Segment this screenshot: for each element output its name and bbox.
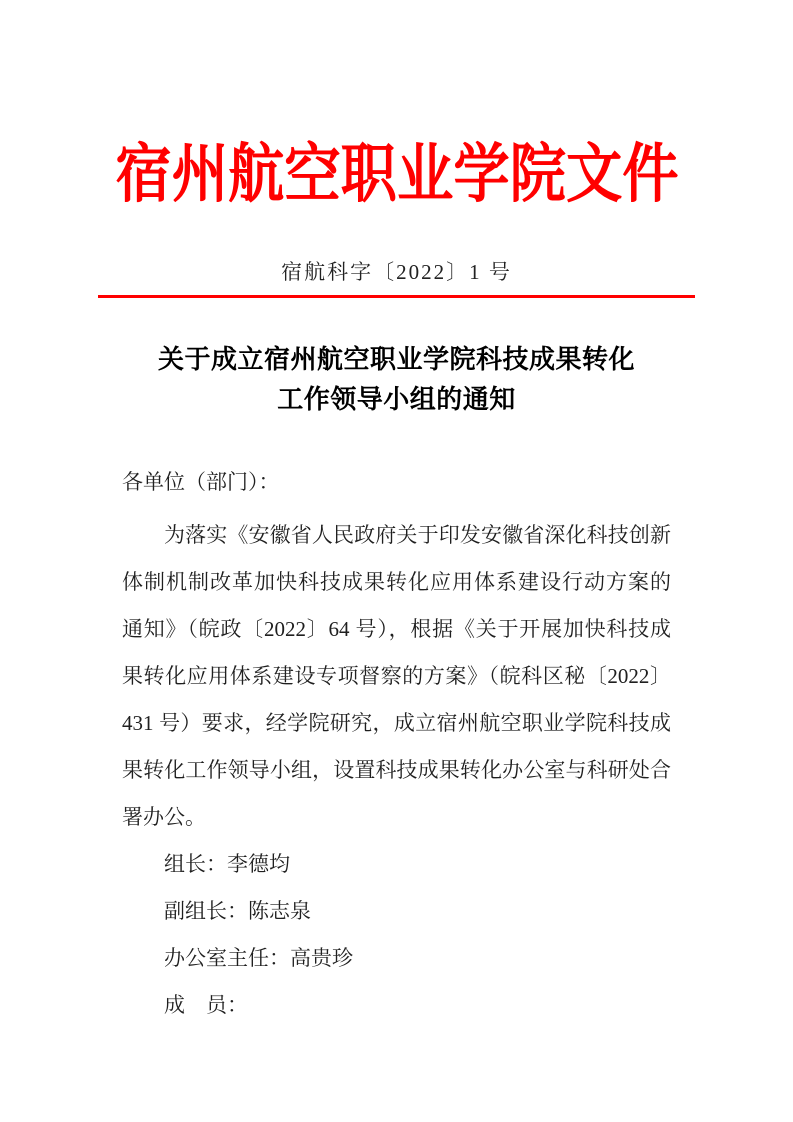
body-line: 果转化工作领导小组，设置科技成果转化办公室与科研处合 <box>122 758 671 782</box>
roster-line-leader: 组长：李德均 <box>164 852 290 876</box>
notice-title-line2: 工作领导小组的通知 <box>277 385 516 414</box>
roster-line-office-director: 办公室主任：高贵珍 <box>164 946 353 970</box>
roster-line-deputy-leader: 副组长：陈志泉 <box>164 899 311 923</box>
body-text <box>0 459 793 1029</box>
body-line: 署办公。 <box>122 805 206 829</box>
doc-number: 宿航科字〔2022〕1 号 <box>281 260 512 284</box>
letterhead <box>0 0 793 208</box>
body-line: 通知》（皖政〔2022〕64 号），根据《关于开展加快科技成 <box>122 617 671 641</box>
org-title: 宿州航空职业学院文件 <box>114 139 679 210</box>
salutation-line: 各单位（部门）： <box>122 470 280 494</box>
notice-title-line1: 关于成立宿州航空职业学院科技成果转化 <box>157 345 635 374</box>
body-line: 为落实《安徽省人民政府关于印发安徽省深化科技创新 <box>164 523 671 547</box>
notice-title <box>0 340 793 420</box>
body-line: 果转化应用体系建设专项督察的方案》（皖科区秘〔2022〕 <box>122 664 671 688</box>
body-line: 体制机制改革加快科技成果转化应用体系建设行动方案的 <box>122 570 671 594</box>
body-line: 431 号）要求，经学院研究，成立宿州航空职业学院科技成 <box>122 711 671 735</box>
roster-line-members: 成 员： <box>164 993 248 1017</box>
red-separator-line <box>98 295 695 298</box>
